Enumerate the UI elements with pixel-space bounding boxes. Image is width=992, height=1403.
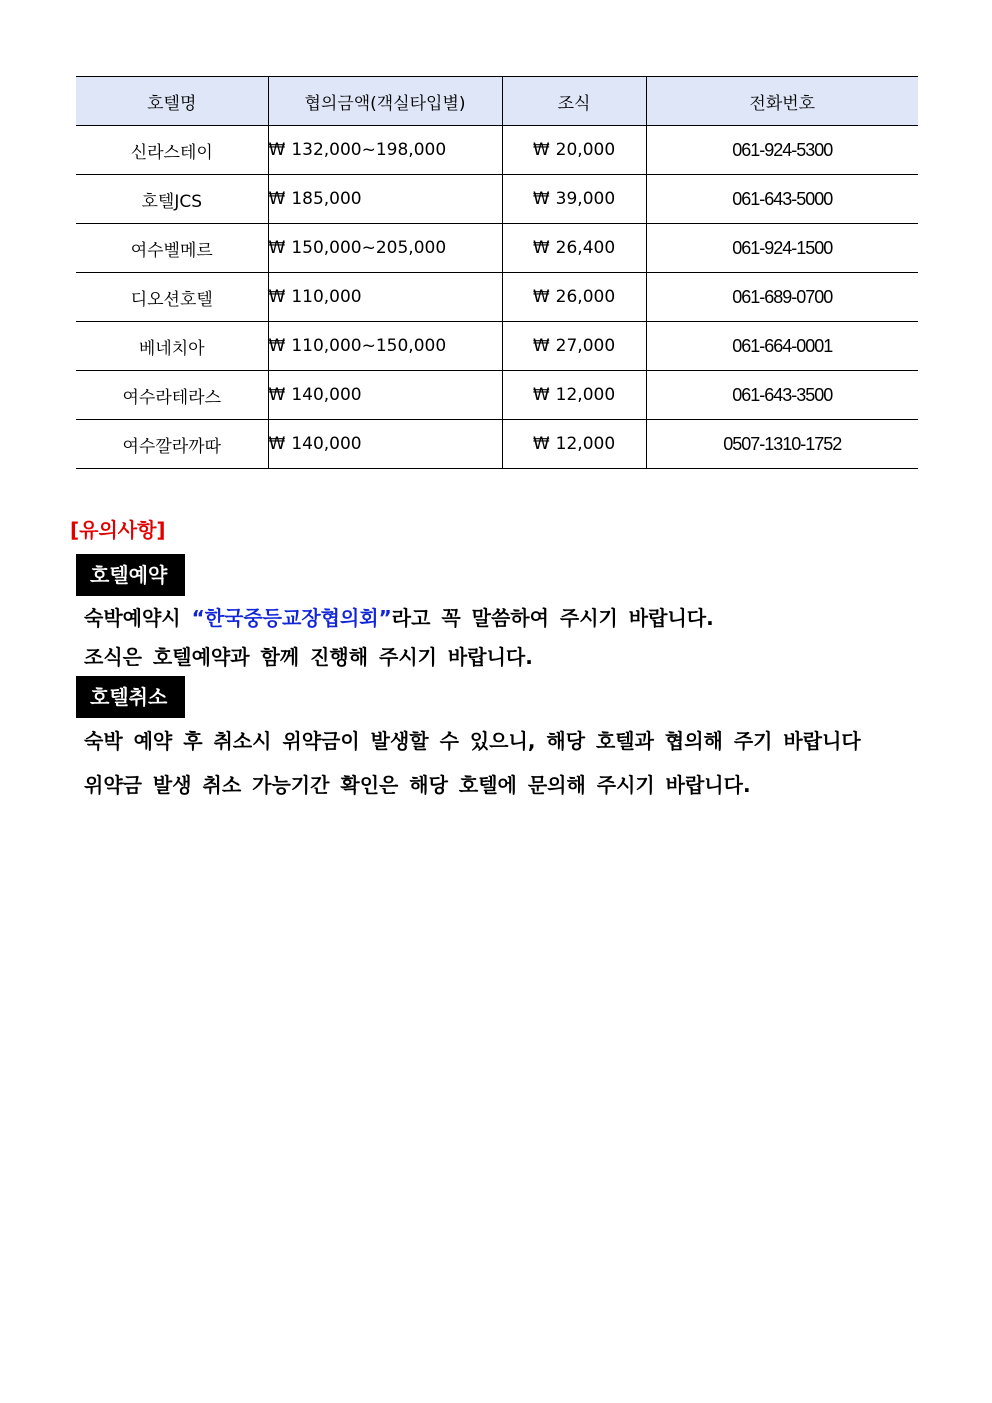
rate-value: 110,000 bbox=[291, 287, 362, 307]
rate-value: 150,000~205,000 bbox=[291, 238, 447, 258]
rate-cell bbox=[268, 175, 502, 224]
booking-note-post: 라고 꼭 말씀하여 주시기 바랍니다. bbox=[391, 606, 714, 630]
rate-value: 140,000 bbox=[291, 385, 362, 405]
hotel-name: 호텔JCS bbox=[76, 175, 268, 224]
table-row bbox=[76, 224, 918, 273]
rate-value: 185,000 bbox=[291, 189, 362, 209]
won-symbol: ₩ bbox=[268, 238, 286, 258]
header-phone: 전화번호 bbox=[646, 77, 918, 126]
hotel-name: 여수깔라까따 bbox=[76, 420, 268, 469]
won-symbol: ₩ bbox=[268, 189, 286, 209]
phone-number: 061-924-5300 bbox=[646, 126, 918, 175]
breakfast-value: 12,000 bbox=[555, 434, 616, 454]
hotel-name: 디오션호텔 bbox=[76, 273, 268, 322]
rate-cell bbox=[268, 322, 502, 371]
header-hotel-name: 호텔명 bbox=[76, 77, 268, 126]
breakfast-cell bbox=[502, 175, 646, 224]
won-symbol: ₩ bbox=[268, 140, 286, 160]
phone-number: 061-664-0001 bbox=[646, 322, 918, 371]
hotel-name: 여수벨메르 bbox=[76, 224, 268, 273]
won-symbol: ₩ bbox=[268, 287, 286, 307]
notes-title: [유의사항] bbox=[70, 518, 166, 542]
breakfast-cell bbox=[502, 126, 646, 175]
rate-value: 140,000 bbox=[291, 434, 362, 454]
cancel-tag: 호텔취소 bbox=[76, 676, 185, 718]
won-symbol: ₩ bbox=[532, 238, 550, 258]
header-breakfast: 조식 bbox=[502, 77, 646, 126]
rate-cell bbox=[268, 371, 502, 420]
breakfast-value: 20,000 bbox=[555, 140, 616, 160]
won-symbol: ₩ bbox=[268, 434, 286, 454]
booking-note-pre: 숙박예약시 bbox=[84, 606, 192, 630]
breakfast-value: 39,000 bbox=[555, 189, 616, 209]
hotel-name: 신라스테이 bbox=[76, 126, 268, 175]
won-symbol: ₩ bbox=[532, 336, 550, 356]
breakfast-value: 27,000 bbox=[555, 336, 616, 356]
won-symbol: ₩ bbox=[532, 287, 550, 307]
hotel-rate-table bbox=[76, 76, 918, 469]
cancel-note-line-1: 숙박 예약 후 취소시 위약금이 발생할 수 있으니, 해당 호텔과 협의해 주기 바랍니다 bbox=[84, 729, 861, 753]
rate-cell bbox=[268, 420, 502, 469]
booking-note-line-1 bbox=[84, 602, 714, 631]
breakfast-cell bbox=[502, 420, 646, 469]
table-row bbox=[76, 371, 918, 420]
breakfast-value: 12,000 bbox=[555, 385, 616, 405]
breakfast-cell bbox=[502, 224, 646, 273]
association-name-highlight: “한국중등교장협의회” bbox=[191, 606, 392, 630]
breakfast-cell bbox=[502, 273, 646, 322]
won-symbol: ₩ bbox=[268, 336, 286, 356]
won-symbol: ₩ bbox=[532, 434, 550, 454]
table-row bbox=[76, 322, 918, 371]
table-row bbox=[76, 273, 918, 322]
breakfast-cell bbox=[502, 322, 646, 371]
rate-value: 132,000~198,000 bbox=[291, 140, 447, 160]
rate-cell bbox=[268, 126, 502, 175]
won-symbol: ₩ bbox=[532, 385, 550, 405]
hotel-name: 여수라테라스 bbox=[76, 371, 268, 420]
phone-number: 0507-1310-1752 bbox=[646, 420, 918, 469]
hotel-name: 베네치아 bbox=[76, 322, 268, 371]
won-symbol: ₩ bbox=[268, 385, 286, 405]
breakfast-value: 26,400 bbox=[555, 238, 616, 258]
cancel-note-line-2: 위약금 발생 취소 가능기간 확인은 해당 호텔에 문의해 주시기 바랍니다. bbox=[84, 773, 751, 797]
rate-cell bbox=[268, 273, 502, 322]
won-symbol: ₩ bbox=[532, 140, 550, 160]
rate-value: 110,000~150,000 bbox=[291, 336, 447, 356]
phone-number: 061-689-0700 bbox=[646, 273, 918, 322]
booking-note-line-2: 조식은 호텔예약과 함께 진행해 주시기 바랍니다. bbox=[84, 645, 533, 669]
phone-number: 061-924-1500 bbox=[646, 224, 918, 273]
header-rate: 협의금액(객실타입별) bbox=[268, 77, 502, 126]
phone-number: 061-643-3500 bbox=[646, 371, 918, 420]
booking-tag: 호텔예약 bbox=[76, 554, 185, 596]
breakfast-cell bbox=[502, 371, 646, 420]
table-header-row bbox=[76, 77, 918, 126]
phone-number: 061-643-5000 bbox=[646, 175, 918, 224]
breakfast-value: 26,000 bbox=[555, 287, 616, 307]
table-row bbox=[76, 175, 918, 224]
rate-cell bbox=[268, 224, 502, 273]
won-symbol: ₩ bbox=[532, 189, 550, 209]
table-row bbox=[76, 126, 918, 175]
table-row bbox=[76, 420, 918, 469]
